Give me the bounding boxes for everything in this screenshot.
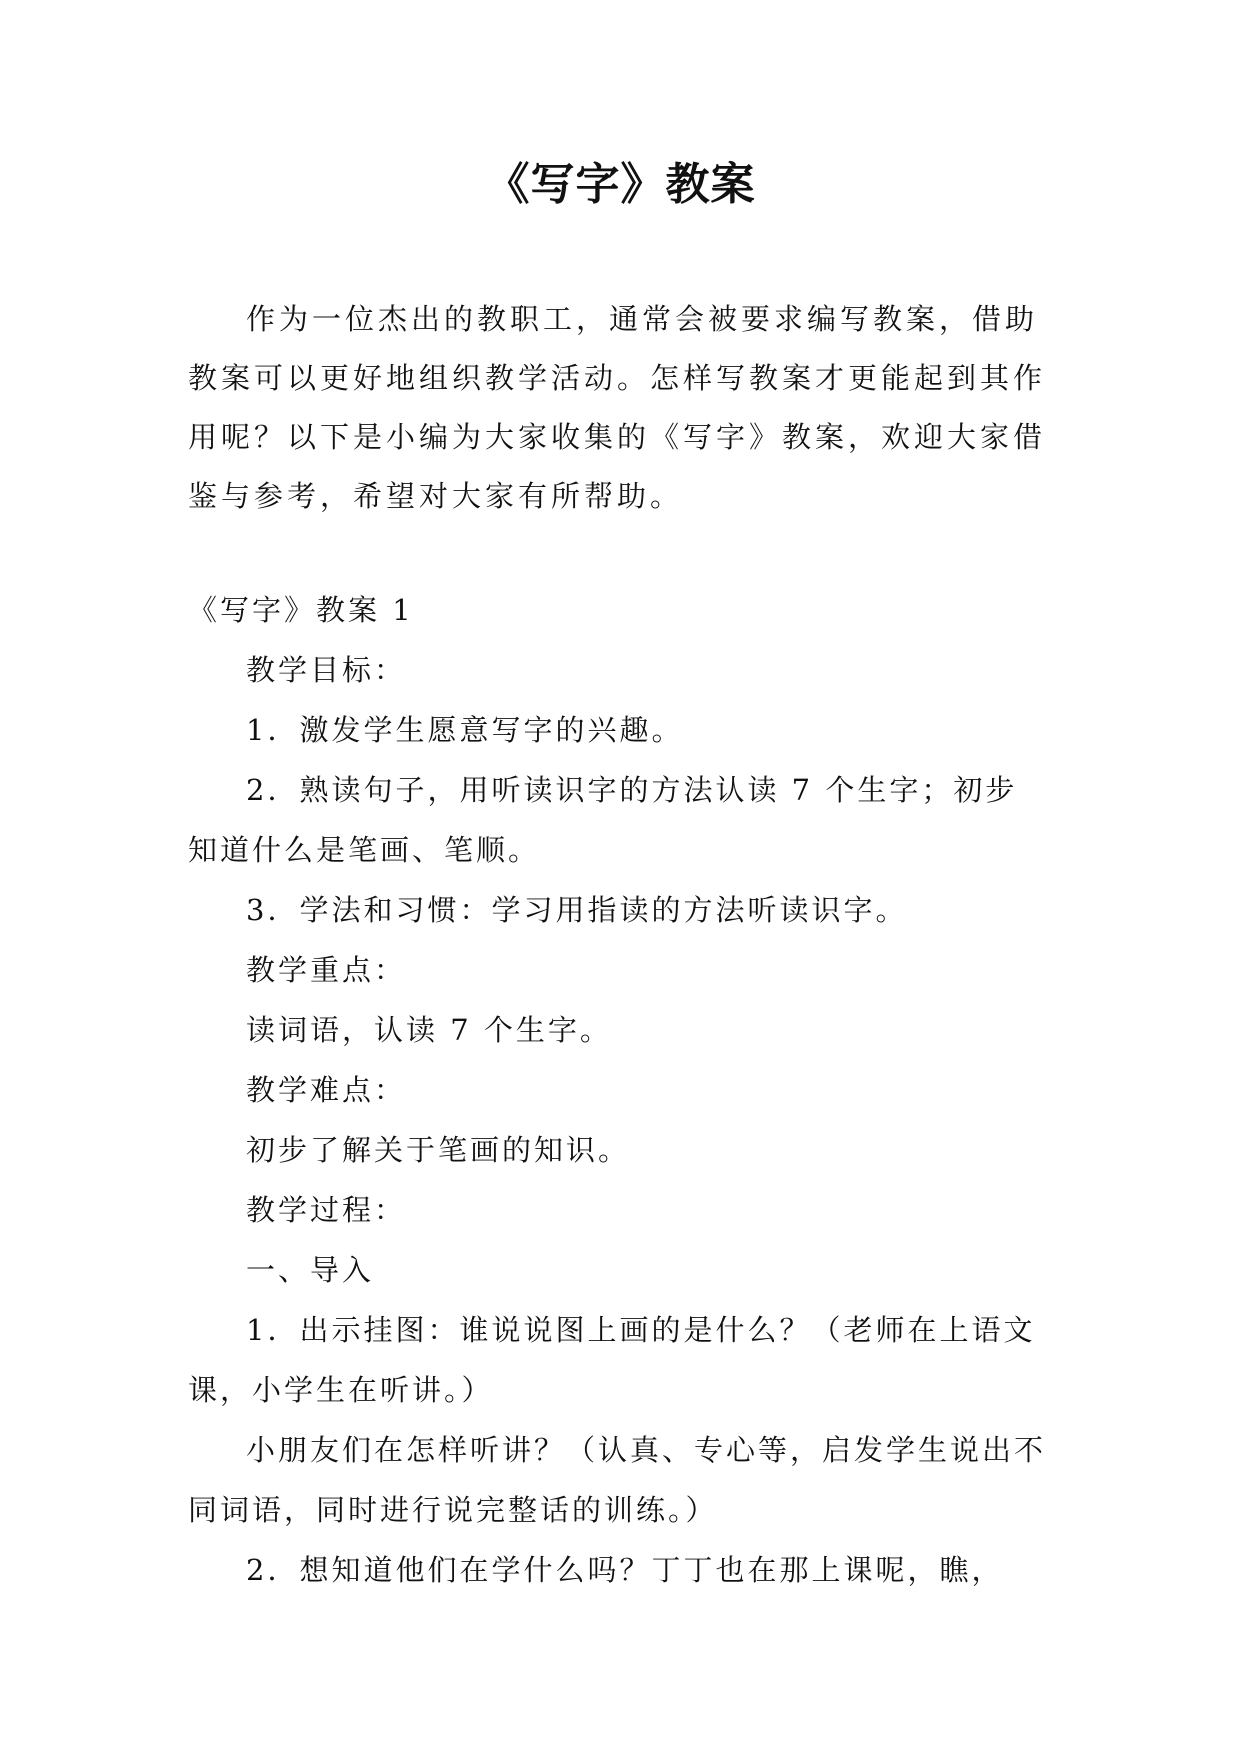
paragraph-step-2: 2．想知道他们在学什么吗？丁丁也在那上课呢，瞧， — [246, 1553, 1004, 1587]
paragraph-process-label: 教学过程： — [246, 1193, 407, 1227]
section-heading: 《写字》教案 1 — [188, 593, 414, 627]
paragraph-difficulties-label: 教学难点： — [246, 1073, 407, 1107]
paragraph-step-1: 1．出示挂图：谁说说图上画的是什么？（老师在上语文课，小学生在听讲。） — [188, 1313, 1036, 1407]
intro-section — [188, 290, 1048, 526]
lesson-content — [188, 580, 1048, 1600]
document-title: 《写字》教案 — [485, 159, 756, 210]
paragraph-goal-3: 3．学法和习惯：学习用指读的方法听读识字。 — [246, 893, 908, 927]
paragraph-teaching-goals-label: 教学目标： — [246, 653, 407, 687]
paragraph-goal-1: 1．激发学生愿意写字的兴趣。 — [246, 713, 684, 747]
paragraph-goal-2: 2．熟读句子，用听读识字的方法认读 7 个生字；初步知道什么是笔画、笔顺。 — [188, 773, 1018, 867]
paragraph-introduction-heading: 一、导入 — [246, 1253, 375, 1287]
paragraph-difficulties: 初步了解关于笔画的知识。 — [246, 1133, 631, 1167]
paragraph-key-points-label: 教学重点： — [246, 953, 407, 987]
intro-paragraph: 作为一位杰出的教职工，通常会被要求编写教案，借助教案可以更好地组织教学活动。怎样写教案才更能起到其作用呢？以下是小编为大家收集的《写字》教案，欢迎大家借鉴与参考，希望对大家有所帮助。 — [188, 302, 1047, 513]
paragraph-step-1-followup: 小朋友们在怎样听讲？（认真、专心等，启发学生说出不同词语，同时进行说完整话的训练。） — [188, 1433, 1047, 1527]
paragraph-key-points: 读词语，认读 7 个生字。 — [246, 1013, 612, 1047]
